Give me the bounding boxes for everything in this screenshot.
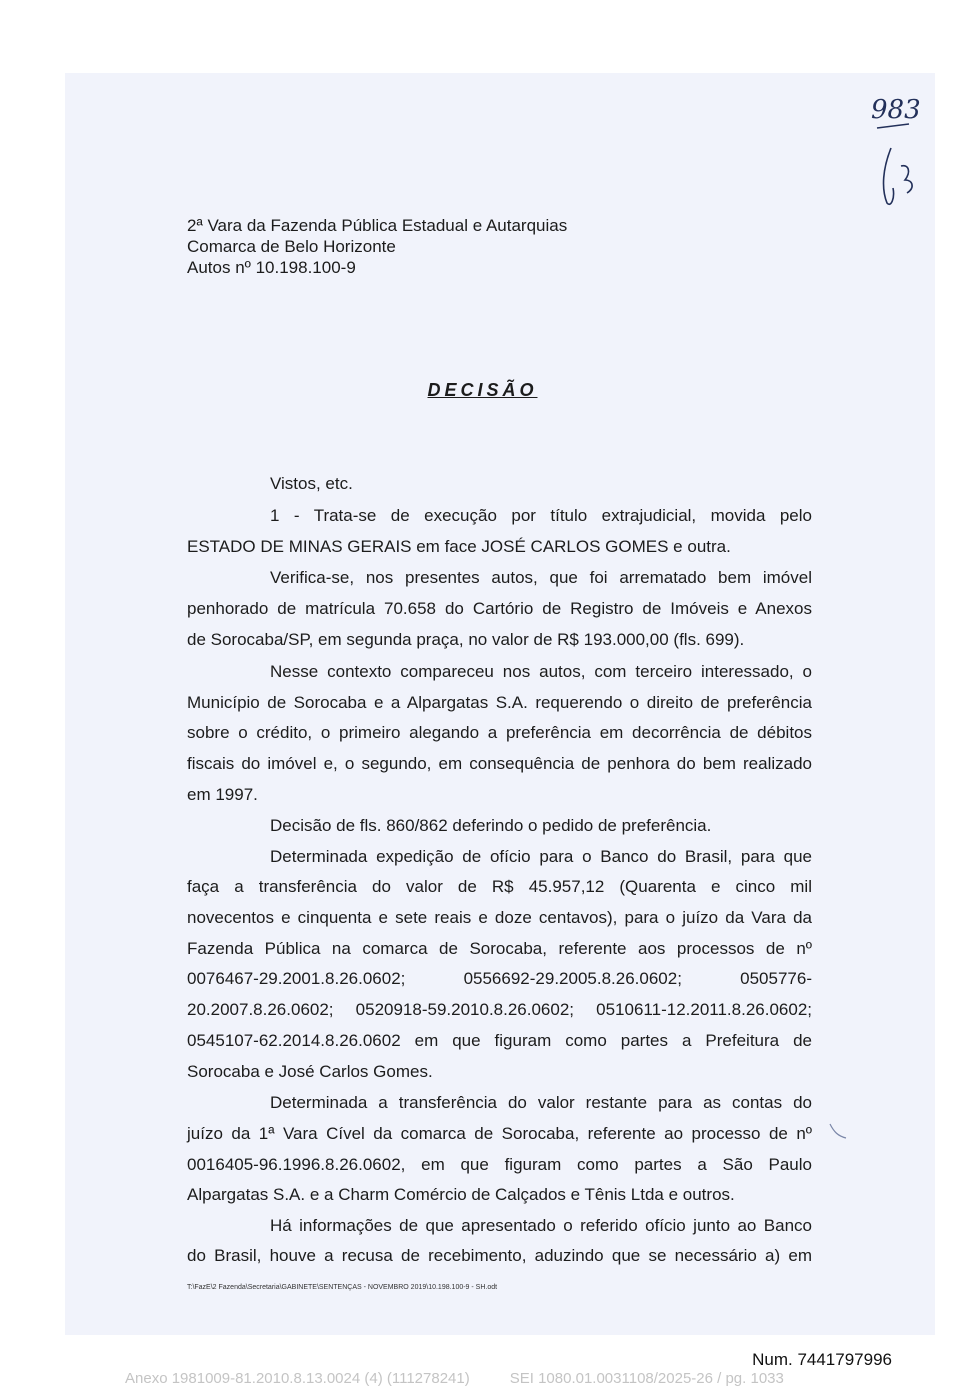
- court-header: [187, 215, 567, 278]
- handwritten-number-text: 983: [871, 95, 921, 125]
- body-line: 1 - Trata-se de execução por título extrajudicial, movida pelo: [270, 506, 812, 525]
- handwritten-page-number: [865, 88, 925, 213]
- district-name: Comarca de Belo Horizonte: [187, 237, 396, 256]
- body-line: juízo da 1ª Vara Cível da comarca de Sorocaba, referente ao processo de nº: [187, 1124, 812, 1143]
- court-name: 2ª Vara da Fazenda Pública Estadual e Autarquias: [187, 216, 568, 235]
- body-line: ESTADO DE MINAS GERAIS em face JOSÉ CARLOS GOMES e outra.: [187, 537, 731, 556]
- case-number: Autos nº 10.198.100-9: [187, 258, 356, 277]
- annex-stamp: [125, 1370, 784, 1387]
- body-line: faça a transferência do valor de R$ 45.957,12 (Quarenta e cinco mil: [187, 877, 812, 896]
- file-path-footer: T:\FazE\2 Fazenda\Secretaria\GABINETE\SENTENÇAS - NOVEMBRO 2019\10.198.100-9 - SH.odt: [187, 1284, 498, 1291]
- body-line: em 1997.: [187, 785, 258, 804]
- body-line: Verifica-se, nos presentes autos, que foi arrematado bem imóvel: [270, 568, 812, 587]
- document-title: DECISÃO: [427, 380, 538, 400]
- body-line: Fazenda Pública na comarca de Sorocaba, referente aos processos de nº: [187, 939, 812, 958]
- body-line: 0076467-29.2001.8.26.0602; 0556692-29.2005.8.26.0602; 0505776-: [187, 969, 812, 988]
- body-line: 20.2007.8.26.0602; 0520918-59.2010.8.26.0602; 0510611-12.2011.8.26.0602;: [187, 1000, 812, 1019]
- body-line: Determinada expedição de ofício para o Banco do Brasil, para que: [270, 847, 812, 866]
- body-line: 0545107-62.2014.8.26.0602 em que figuram como partes a Prefeitura de: [187, 1031, 812, 1050]
- sei-reference: SEI 1080.01.0031108/2025-26 / pg. 1033: [509, 1370, 784, 1387]
- body-line: penhorado de matrícula 70.658 do Cartório de Registro de Imóveis e Anexos: [187, 599, 812, 618]
- body-line: Determinada a transferência do valor restante para as contas do: [270, 1093, 812, 1112]
- body-line: Município de Sorocaba e a Alpargatas S.A. requerendo o direito de preferência: [187, 693, 812, 712]
- body-line: novecentos e cinquenta e sete reais e doze centavos), para o juízo da Vara da: [187, 908, 812, 927]
- document-number: Num. 7441797996: [752, 1350, 892, 1369]
- body-line: fiscais do imóvel e, o segundo, em consequência de penhora do bem realizado: [187, 754, 812, 773]
- annex-reference: Anexo 1981009-81.2010.8.13.0024 (4) (111278241): [125, 1370, 470, 1387]
- body-line: Nesse contexto compareceu nos autos, com terceiro interessado, o: [270, 662, 812, 681]
- body-line: Vistos, etc.: [270, 474, 353, 493]
- body-line: sobre o crédito, o primeiro alegando a preferência em decorrência de débitos: [187, 723, 812, 742]
- body-line: 0016405-96.1996.8.26.0602, em que figuram como partes a São Paulo: [187, 1155, 812, 1174]
- body-line: do Brasil, houve a recusa de recebimento, aduzindo que se necessário a) em: [187, 1246, 812, 1265]
- body-line: Alpargatas S.A. e a Charm Comércio de Calçados e Tênis Ltda e outros.: [187, 1185, 735, 1204]
- body-line: de Sorocaba/SP, em segunda praça, no valor de R$ 193.000,00 (fls. 699).: [187, 630, 745, 649]
- margin-check-mark: [828, 1118, 852, 1142]
- body-line: Sorocaba e José Carlos Gomes.: [187, 1062, 433, 1081]
- body-line: Decisão de fls. 860/862 deferindo o pedido de preferência.: [270, 816, 712, 835]
- body-line: Há informações de que apresentado o referido ofício junto ao Banco: [270, 1216, 812, 1235]
